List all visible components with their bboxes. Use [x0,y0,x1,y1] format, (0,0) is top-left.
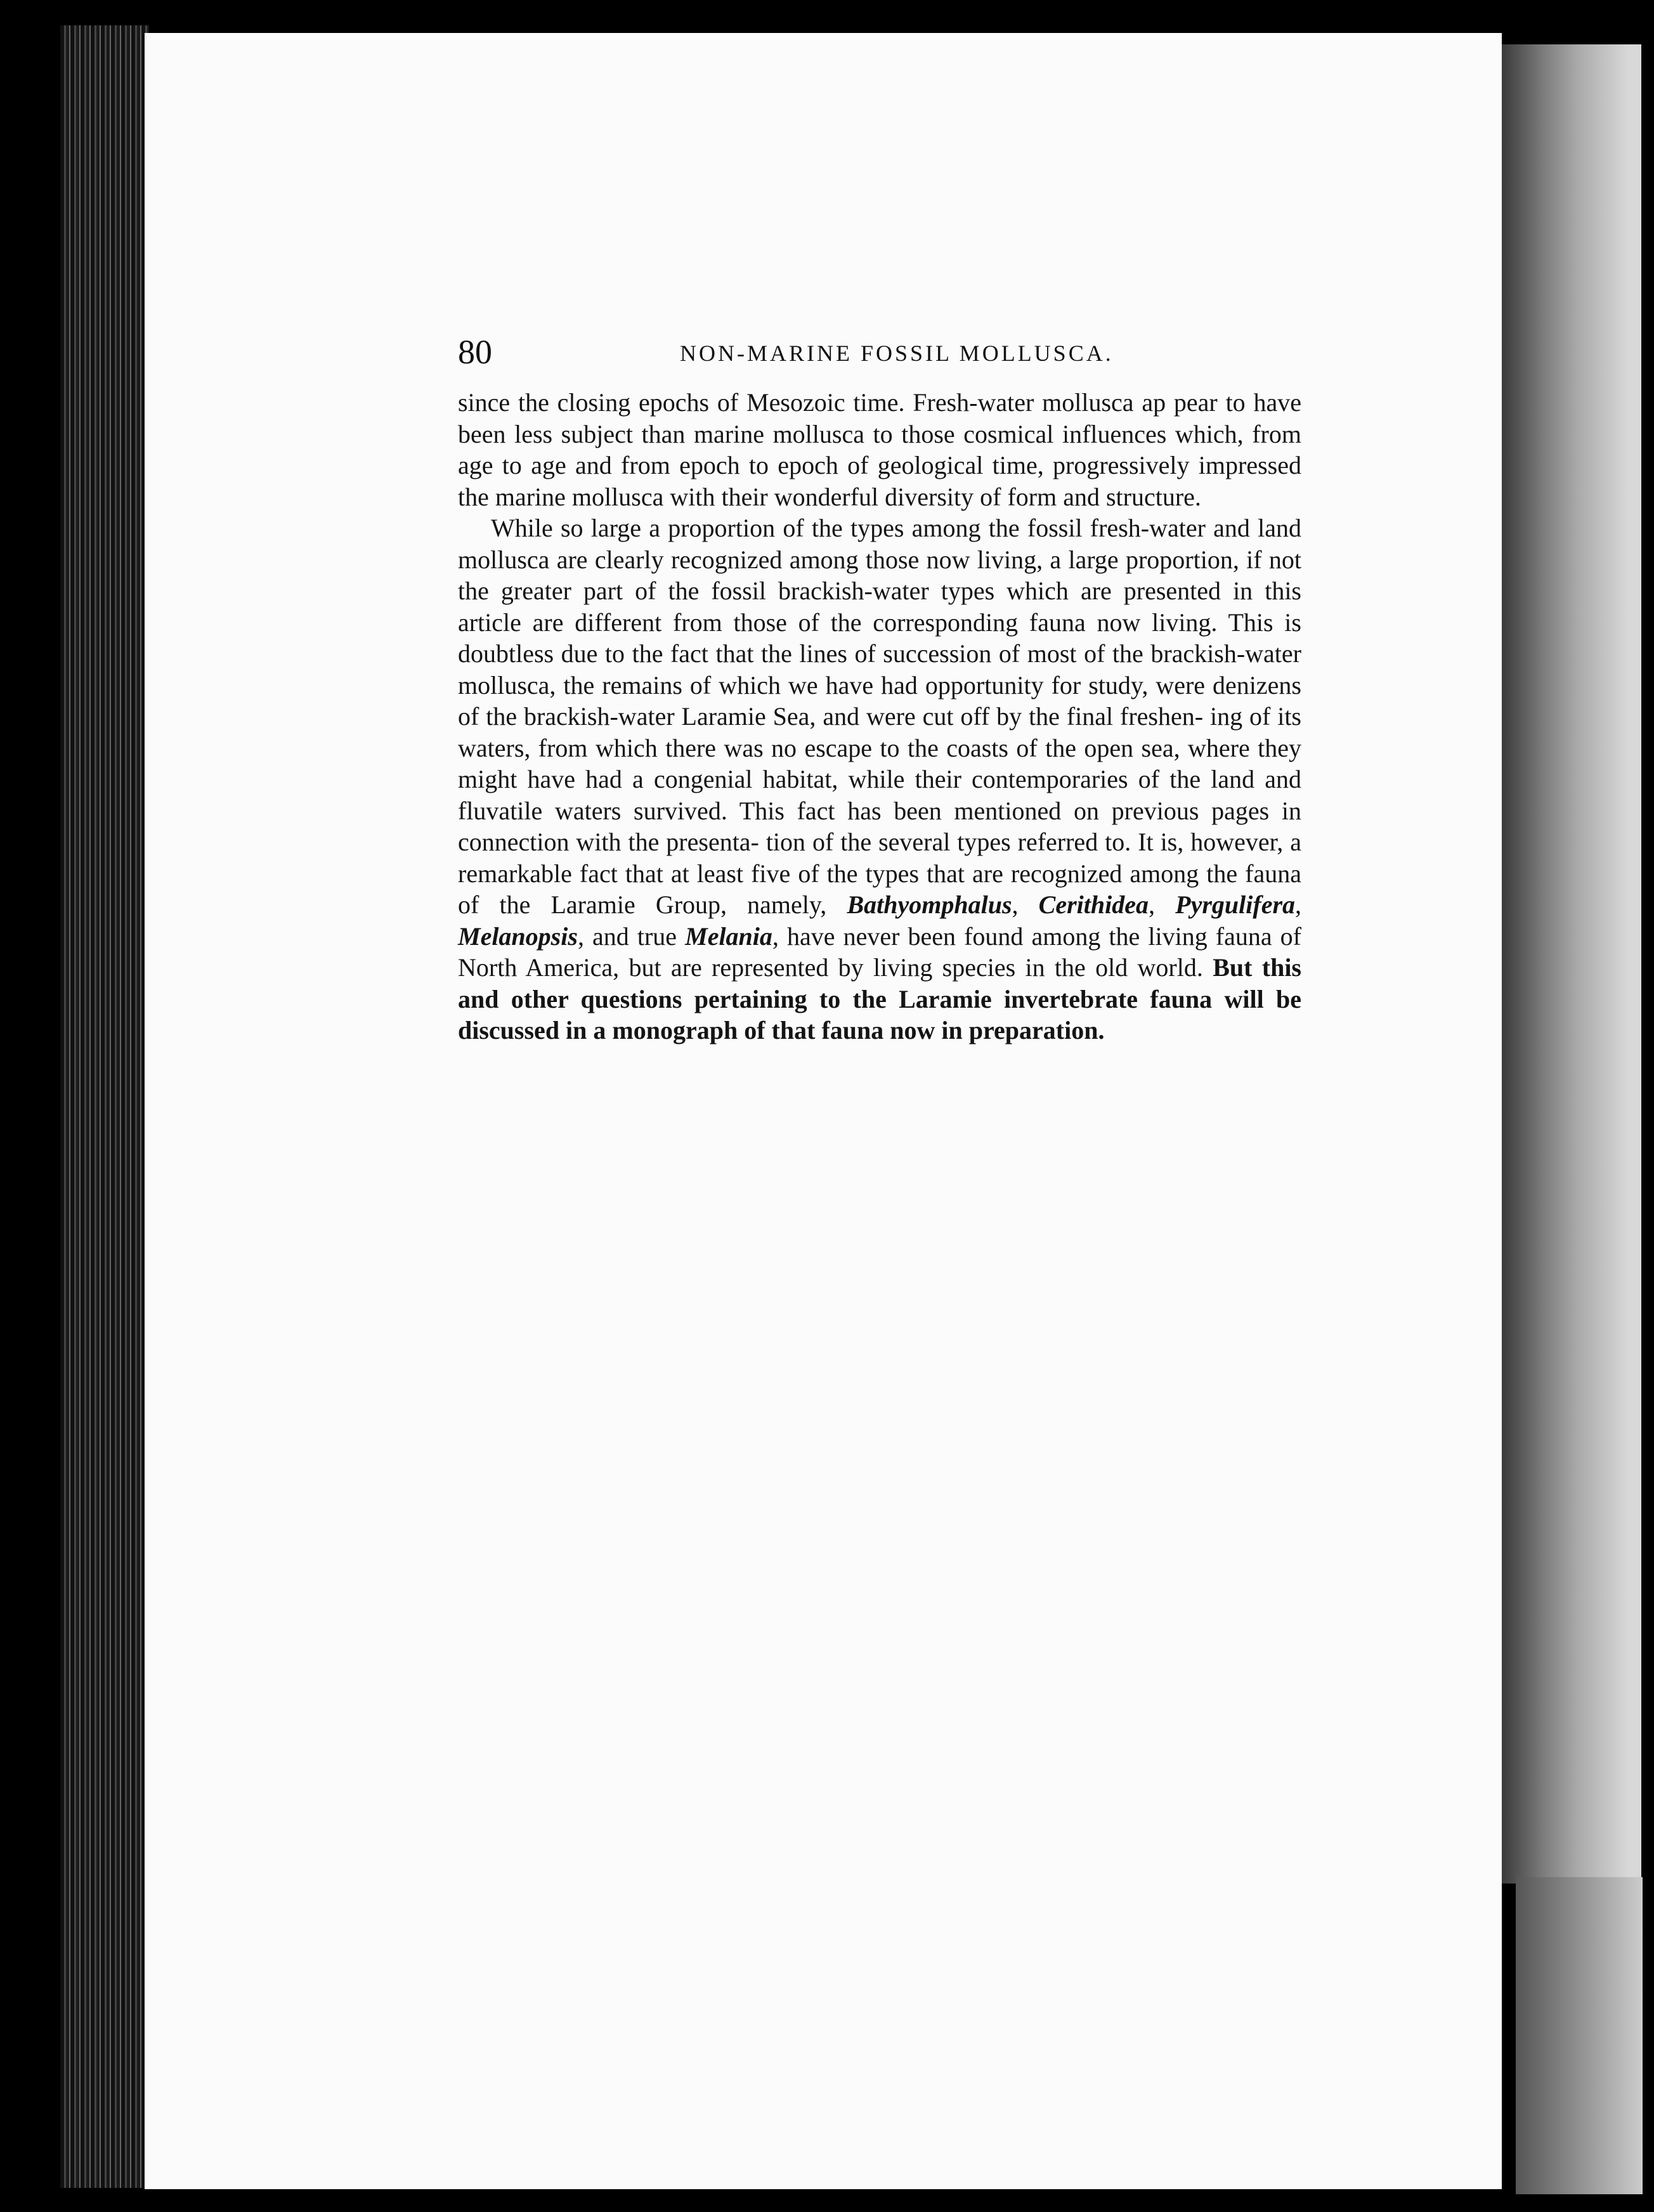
page-header [458,330,1301,374]
paragraph-text: and true [592,921,677,951]
paragraph-text-bold: But this and other questions pertaining to the Laramie invertebrate fauna will be discussed in a monograph of that fauna now in preparation. [458,953,1301,1044]
genus-name: Melanopsis [458,921,578,951]
genus-name: Cerithidea [1038,890,1149,919]
paragraph: since the closing epochs of Mesozoic time. Fresh-water mollusca ap pear to have been less subject than marine mollusca to those cosmical influences which, from age to age and from epoch to epoch of geological time, progressively impressed the marine mollusca with their wonderful diversity of form and structure. [458,388,1301,511]
genus-name: Melania [685,921,772,951]
genus-name: Bathyomphalus [847,890,1012,919]
running-head: NON-MARINE FOSSIL MOLLUSCA. [680,341,1114,366]
genus-name: Pyrgulifera [1175,890,1296,919]
facing-page-edge [1502,44,1641,1883]
book-binding-edge [60,25,149,2188]
body-text [458,387,1301,1046]
page-number: 80 [458,333,492,371]
paragraph-text: have never been found among the living fauna of North America, but are represented by living species in the old world. [458,921,1302,982]
paragraph-text: While so large a proportion of the types among the fossil fresh-water and land mollusca are clearly recognized among those now living, a large proportion, if not the greater part of the fossil brackish-water types which are presented in this article are different from those of the corresponding fauna now living. This is doubtless due to the fact that the lines of succession of most of the brackish-water mollusca, the remains of which we have had opportunity for study, were denizens of the brackish-water Laramie Sea, and were cut off by the final freshen- ing of its waters, from which there was no escape to the coasts of the open sea, where they might have had a congenial habitat, while their contemporaries of the land and fluvatile waters survived. This fact has been mentioned on previous pages in connection with the presenta- tion of the several types referred to. It is, however, a remarkable fact that at least five of the types that are recognized among the fauna of the Laramie Group, namely, [458,514,1301,919]
facing-page-edge-lower [1516,1877,1643,2194]
paragraph: While so large a proportion of the types among the fossil fresh-water and land mollusca are clearly recognized among those now living, a large proportion, if not the greater part of the fossil brackish-water types which are presented in this article are different from those of the corresponding fauna now living. This is doubtless due to the fact that the lines of succession of most of the brackish-water mollusca, the remains of which we have had opportunity for study, were denizens of the brackish-water Laramie Sea, and were cut off by the final freshen- ing of its waters, from which there was no escape to the coasts of the open sea, where they might have had a congenial habitat, while their contemporaries of the land and fluvatile waters survived. This fact has been mentioned on previous pages in connection with the presenta- tion of the several types referred to. It is, however, a remarkable fact that at least five of the types that are recognized among the fauna of the Laramie Group, namely, Bathyomphalus, Cerithidea, Pyrgulifera, Melanopsis, and true Melania, have never been found among the living fauna of North America, but are represented by living species in the old world. But this and other questions pertaining to the Laramie invertebrate fauna will be discussed in a monograph of that fauna now in preparation. [458,514,1302,1044]
